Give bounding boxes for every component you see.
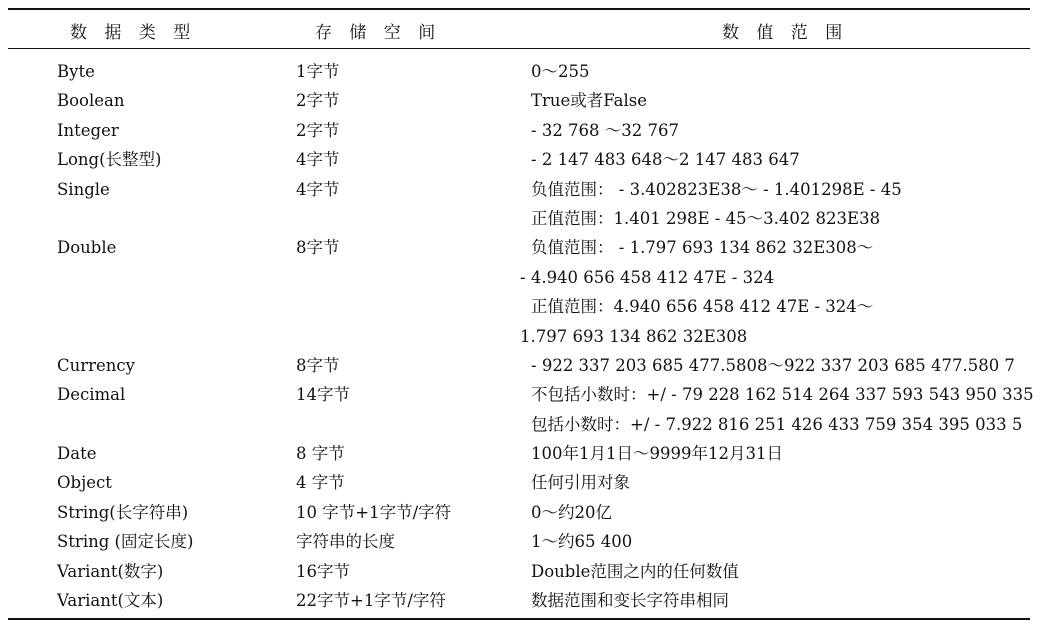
table-row — [8, 439, 1030, 468]
bottom-rule — [8, 618, 1030, 620]
cell-range: - 32 768 ～32 767 — [531, 120, 680, 140]
cell-range: 正值范围：4.940 656 458 412 47E - 324～ — [531, 297, 874, 317]
cell-range: 1.797 693 134 862 32E308 — [520, 326, 748, 346]
cell-data-type: Decimal — [57, 385, 126, 405]
cell-storage: 4 字节 — [296, 473, 345, 493]
cell-range: 正值范围：1.401 298E - 45～3.402 823E38 — [531, 208, 881, 228]
cell-range: 负值范围： - 3.402823E38～ - 1.401298E - 45 — [531, 179, 902, 199]
cell-range: Double范围之内的任何数值 — [531, 561, 739, 581]
cell-range: 100年1月1日～9999年12月31日 — [531, 444, 783, 464]
table-row — [8, 145, 1030, 174]
cell-data-type: Object — [57, 473, 112, 493]
table-row — [8, 116, 1030, 145]
cell-range: 1～约65 400 — [531, 532, 633, 552]
cell-range: - 2 147 483 648～2 147 483 647 — [531, 150, 800, 170]
table-row — [8, 527, 1030, 556]
cell-storage: 22字节+1字节/字符 — [296, 591, 446, 611]
cell-data-type: String (固定长度) — [57, 532, 194, 552]
table-row — [8, 233, 1030, 262]
header-data-type: 数 据 类 型 — [70, 23, 197, 43]
top-rule — [8, 8, 1030, 10]
table-row — [8, 263, 1030, 292]
table-row — [8, 557, 1030, 586]
cell-range: 数据范围和变长字符串相同 — [531, 591, 729, 611]
cell-data-type: Currency — [57, 355, 135, 375]
cell-storage: 2字节 — [296, 91, 340, 111]
cell-storage: 4字节 — [296, 150, 340, 170]
table-row — [8, 498, 1030, 527]
table-row — [8, 322, 1030, 351]
cell-range: 0～255 — [531, 62, 590, 81]
cell-storage: 1字节 — [296, 62, 340, 81]
cell-data-type: Variant(数字) — [57, 561, 164, 581]
table-row — [8, 351, 1030, 380]
table-row — [8, 175, 1030, 204]
table-row — [8, 57, 1030, 86]
cell-storage: 4字节 — [296, 179, 340, 199]
cell-data-type: Variant(文本) — [57, 591, 164, 611]
table-row — [8, 380, 1034, 409]
cell-range: 任何引用对象 — [531, 473, 630, 493]
cell-range: - 4.940 656 458 412 47E - 324 — [520, 267, 775, 287]
header-range: 数 值 范 围 — [722, 23, 849, 43]
table-row — [8, 468, 1030, 497]
cell-storage: 2字节 — [296, 120, 340, 140]
table-row — [8, 410, 1030, 439]
cell-range: 包括小数时：+/ - 7.922 816 251 426 433 759 354 395 033 5 — [531, 414, 1023, 434]
cell-range: True或者False — [531, 91, 647, 111]
header-rule — [8, 48, 1030, 49]
cell-range: 不包括小数时：+/ - 79 228 162 514 264 337 593 543 950 335 — [531, 385, 1034, 405]
table-row — [8, 204, 1030, 233]
cell-storage: 字符串的长度 — [296, 532, 395, 552]
cell-data-type: Boolean — [57, 91, 125, 111]
cell-storage: 8字节 — [296, 355, 340, 375]
cell-range: 负值范围： - 1.797 693 134 862 32E308～ — [531, 238, 874, 258]
cell-data-type: String(长字符串) — [57, 502, 189, 522]
cell-range: - 922 337 203 685 477.5808～922 337 203 685 477.580 7 — [531, 355, 1015, 375]
cell-range: 0～约20亿 — [531, 502, 612, 522]
cell-data-type: Single — [57, 179, 110, 199]
cell-storage: 8字节 — [296, 238, 340, 258]
cell-data-type: Date — [57, 444, 97, 464]
table-row — [8, 86, 1030, 115]
table-row — [8, 586, 1030, 615]
cell-storage: 10 字节+1字节/字符 — [296, 502, 452, 522]
cell-storage: 8 字节 — [296, 444, 345, 464]
cell-storage: 14字节 — [296, 385, 350, 405]
header-storage: 存 储 空 间 — [315, 23, 442, 43]
cell-storage: 16字节 — [296, 561, 350, 581]
cell-data-type: Double — [57, 238, 117, 258]
cell-data-type: Long(长整型) — [57, 150, 162, 170]
cell-data-type: Integer — [57, 120, 119, 140]
cell-data-type: Byte — [57, 62, 95, 81]
table-body — [8, 57, 1034, 615]
table-row — [8, 292, 1030, 321]
